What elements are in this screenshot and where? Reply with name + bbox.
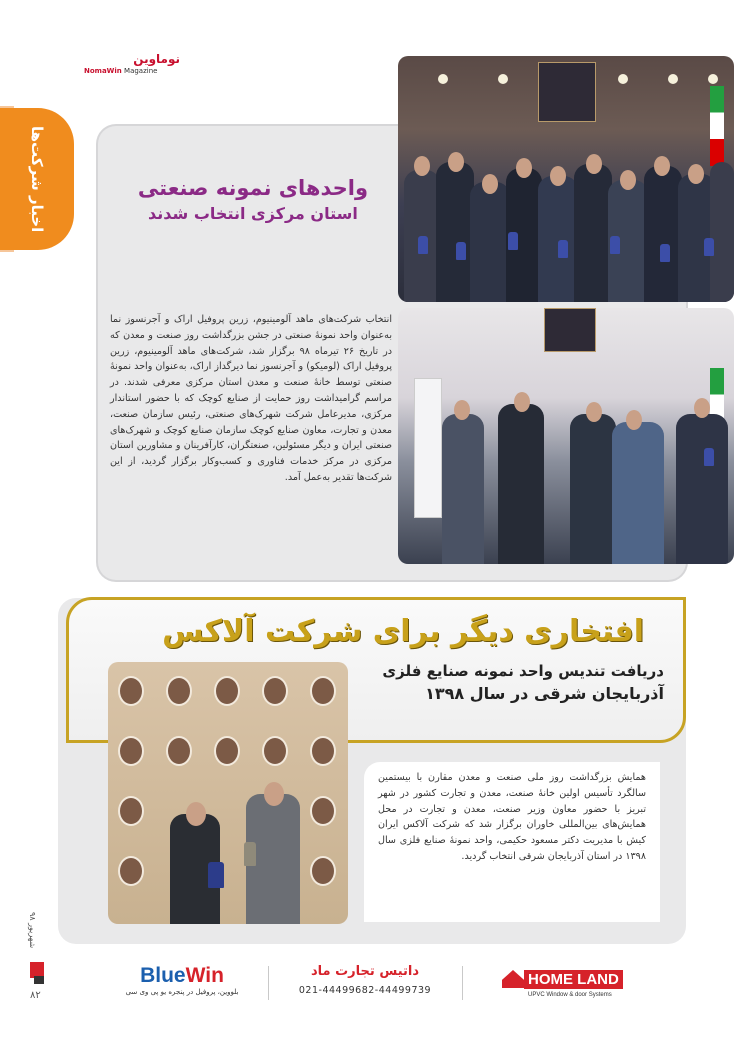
- portrait-thumb: [310, 736, 336, 766]
- portrait-thumb: [262, 736, 288, 766]
- article1-title-line2: استان مرکزی انتخاب شدند: [148, 204, 358, 223]
- person-head: [694, 398, 710, 418]
- issue-date: شهریور ۹۸: [28, 912, 37, 949]
- homeland-name: HOME LAND: [524, 970, 623, 989]
- ceiling-light: [708, 74, 718, 84]
- trophy-icon: [456, 242, 466, 260]
- portrait-thumb: [166, 736, 192, 766]
- article1-title: [138, 176, 368, 223]
- trophy-icon: [610, 236, 620, 254]
- alax-award-photo: [108, 662, 348, 924]
- footer-divider: [462, 966, 463, 1000]
- portrait-thumb: [166, 676, 192, 706]
- person-figure: [538, 176, 578, 302]
- article2-body-box: [364, 762, 660, 922]
- rollup-banner: [414, 378, 442, 518]
- portrait-thumb: [214, 736, 240, 766]
- person-head: [482, 174, 498, 194]
- person-figure: [574, 164, 612, 302]
- certificate-icon: [208, 862, 224, 888]
- portrait-thumb: [118, 856, 144, 886]
- portrait-thumb: [310, 796, 336, 826]
- bluewin-logo-red: Win: [185, 964, 224, 987]
- person-head: [626, 410, 642, 430]
- magazine-logo: [80, 52, 180, 82]
- person-head: [414, 156, 430, 176]
- person-figure: [612, 422, 664, 564]
- portrait-thumb: [310, 856, 336, 886]
- ceiling-light: [618, 74, 628, 84]
- page-number: ۸۲: [30, 990, 41, 1001]
- portrait-thumb: [262, 676, 288, 706]
- event-banner-mark: [538, 62, 596, 122]
- datis-name: داتیس تجارت ماد: [310, 964, 420, 979]
- trophy-icon: [244, 842, 256, 866]
- article2-headline: افتخاری دیگر برای شرکت آلاکس: [162, 614, 644, 649]
- datis-ad[interactable]: [280, 964, 450, 1004]
- person-head: [454, 400, 470, 420]
- house-icon: [502, 970, 524, 988]
- logo-english-prefix: NomaWin: [84, 67, 122, 75]
- ceiling-light: [498, 74, 508, 84]
- trophy-icon: [418, 236, 428, 254]
- event-banner-mark: [544, 308, 596, 352]
- person-figure: [676, 414, 728, 564]
- ceiling-light: [438, 74, 448, 84]
- article1-title-line1: واحدهای نمونه صنعتی: [137, 176, 368, 200]
- person-head: [688, 164, 704, 184]
- person-head: [550, 166, 566, 186]
- article1-body: انتخاب شرکت‌های ماهد آلومینیوم، زرین پروفیل اراک و آجرنسوز نما به‌عنوان واحد نمونهٔ صنعتی در جشن بزرگداشت روز صنعت و معدن که در تاریخ ۲۶ تیرماه ۹۸ برگزار شد، شرکت‌های ماهد آلومینیوم، زرین پروفیل اراک (لومیکو) و آجرنسوز نما دیرگداز اراک، به‌عنوان واحد نمونهٔ صنعتی توسط خانهٔ صنعت و معدن استان مرکزی معرفی شدند. در مراسم گرامیداشت روز حمایت از صنایع کوچک که با حضور استاندار مرکزی، مدیرعامل شرکت شهرک‌های صنعتی، رئیس سازمان صنعت، معدن و تجارت، معاون صنایع کوچک سازمان صنایع کوچک و شهرک‌های صنعتی ایران و دیگر مسئولین، صنعتگران، کارآفرینان و مشاورین استان مرکزی در مرکز خدمات فناوری و کسب‌وکار برگزار گردید، از این شرکت‌ها تقدیر به‌عمل آمد.: [110, 314, 392, 483]
- person-figure: [570, 414, 616, 564]
- portrait-thumb: [214, 676, 240, 706]
- logo-persian: نوماوین: [133, 52, 180, 66]
- bluewin-tagline: بلووین، پروفیل در پنجره یو پی وی سی: [125, 988, 239, 996]
- magazine-mark-base: [34, 976, 44, 984]
- article2-subtitle: [382, 662, 664, 703]
- article2-subtitle-line2: آذربایجان شرقی در سال ۱۳۹۸: [425, 684, 664, 703]
- person-head: [654, 156, 670, 176]
- person-head: [620, 170, 636, 190]
- logo-english: [84, 67, 157, 75]
- ceiling-light: [668, 74, 678, 84]
- article2-body: همایش بزرگداشت روز ملی صنعت و معدن مقارن با بیستمین سالگرد تأسیس اولین خانهٔ صنعت، معدن و تجارت کشور در شهر تبریز با حضور معاون وزیر صنعت، معدن و تجارت در محل همایش‌های بین‌المللی خاوران برگزار شد که شرکت آلاکس ایران کیش با مدیریت دکتر مسعود حکیمی، واحد نمونهٔ صنایع فلزی سال ۱۳۹۸ در استان آذربایجان شرقی انتخاب گردید.: [378, 772, 646, 862]
- person-figure: [470, 182, 510, 302]
- portrait-thumb: [310, 676, 336, 706]
- iran-flag: [710, 86, 724, 166]
- person-head: [186, 802, 206, 826]
- footer-divider: [268, 966, 269, 1000]
- trophy-icon: [660, 244, 670, 262]
- article2-subtitle-line1: دریافت تندیس واحد نمونه صنایع فلزی: [382, 662, 664, 680]
- trophy-icon: [704, 448, 714, 466]
- bluewin-logo: [102, 964, 262, 988]
- footer-ads: [100, 960, 644, 1006]
- person-head: [448, 152, 464, 172]
- person-figure: [644, 166, 682, 302]
- portrait-thumb: [118, 676, 144, 706]
- handshake-photo: [398, 308, 734, 564]
- person-figure: [442, 414, 484, 564]
- portrait-thumb: [118, 796, 144, 826]
- person-figure: [498, 404, 544, 564]
- section-tab-label: اخبار شرکت‌ها: [28, 125, 46, 233]
- trophy-icon: [558, 240, 568, 258]
- section-tab: [0, 108, 74, 250]
- homeland-ad[interactable]: [502, 966, 642, 1000]
- person-head: [516, 158, 532, 178]
- portrait-thumb: [118, 736, 144, 766]
- person-head: [586, 154, 602, 174]
- person-head: [586, 402, 602, 422]
- person-figure: [710, 162, 734, 302]
- award-group-photo: [398, 56, 734, 302]
- bluewin-ad[interactable]: [102, 964, 262, 1004]
- person-figure: [436, 162, 474, 302]
- homeland-tagline: UPVC Window & door Systems: [528, 992, 612, 998]
- person-head: [514, 392, 530, 412]
- logo-english-suffix: Magazine: [124, 67, 158, 75]
- bluewin-logo-blue: Blue: [140, 964, 186, 987]
- datis-phone: 021-44499682-44499739: [298, 985, 432, 996]
- trophy-icon: [704, 238, 714, 256]
- person-head: [264, 782, 284, 806]
- trophy-icon: [508, 232, 518, 250]
